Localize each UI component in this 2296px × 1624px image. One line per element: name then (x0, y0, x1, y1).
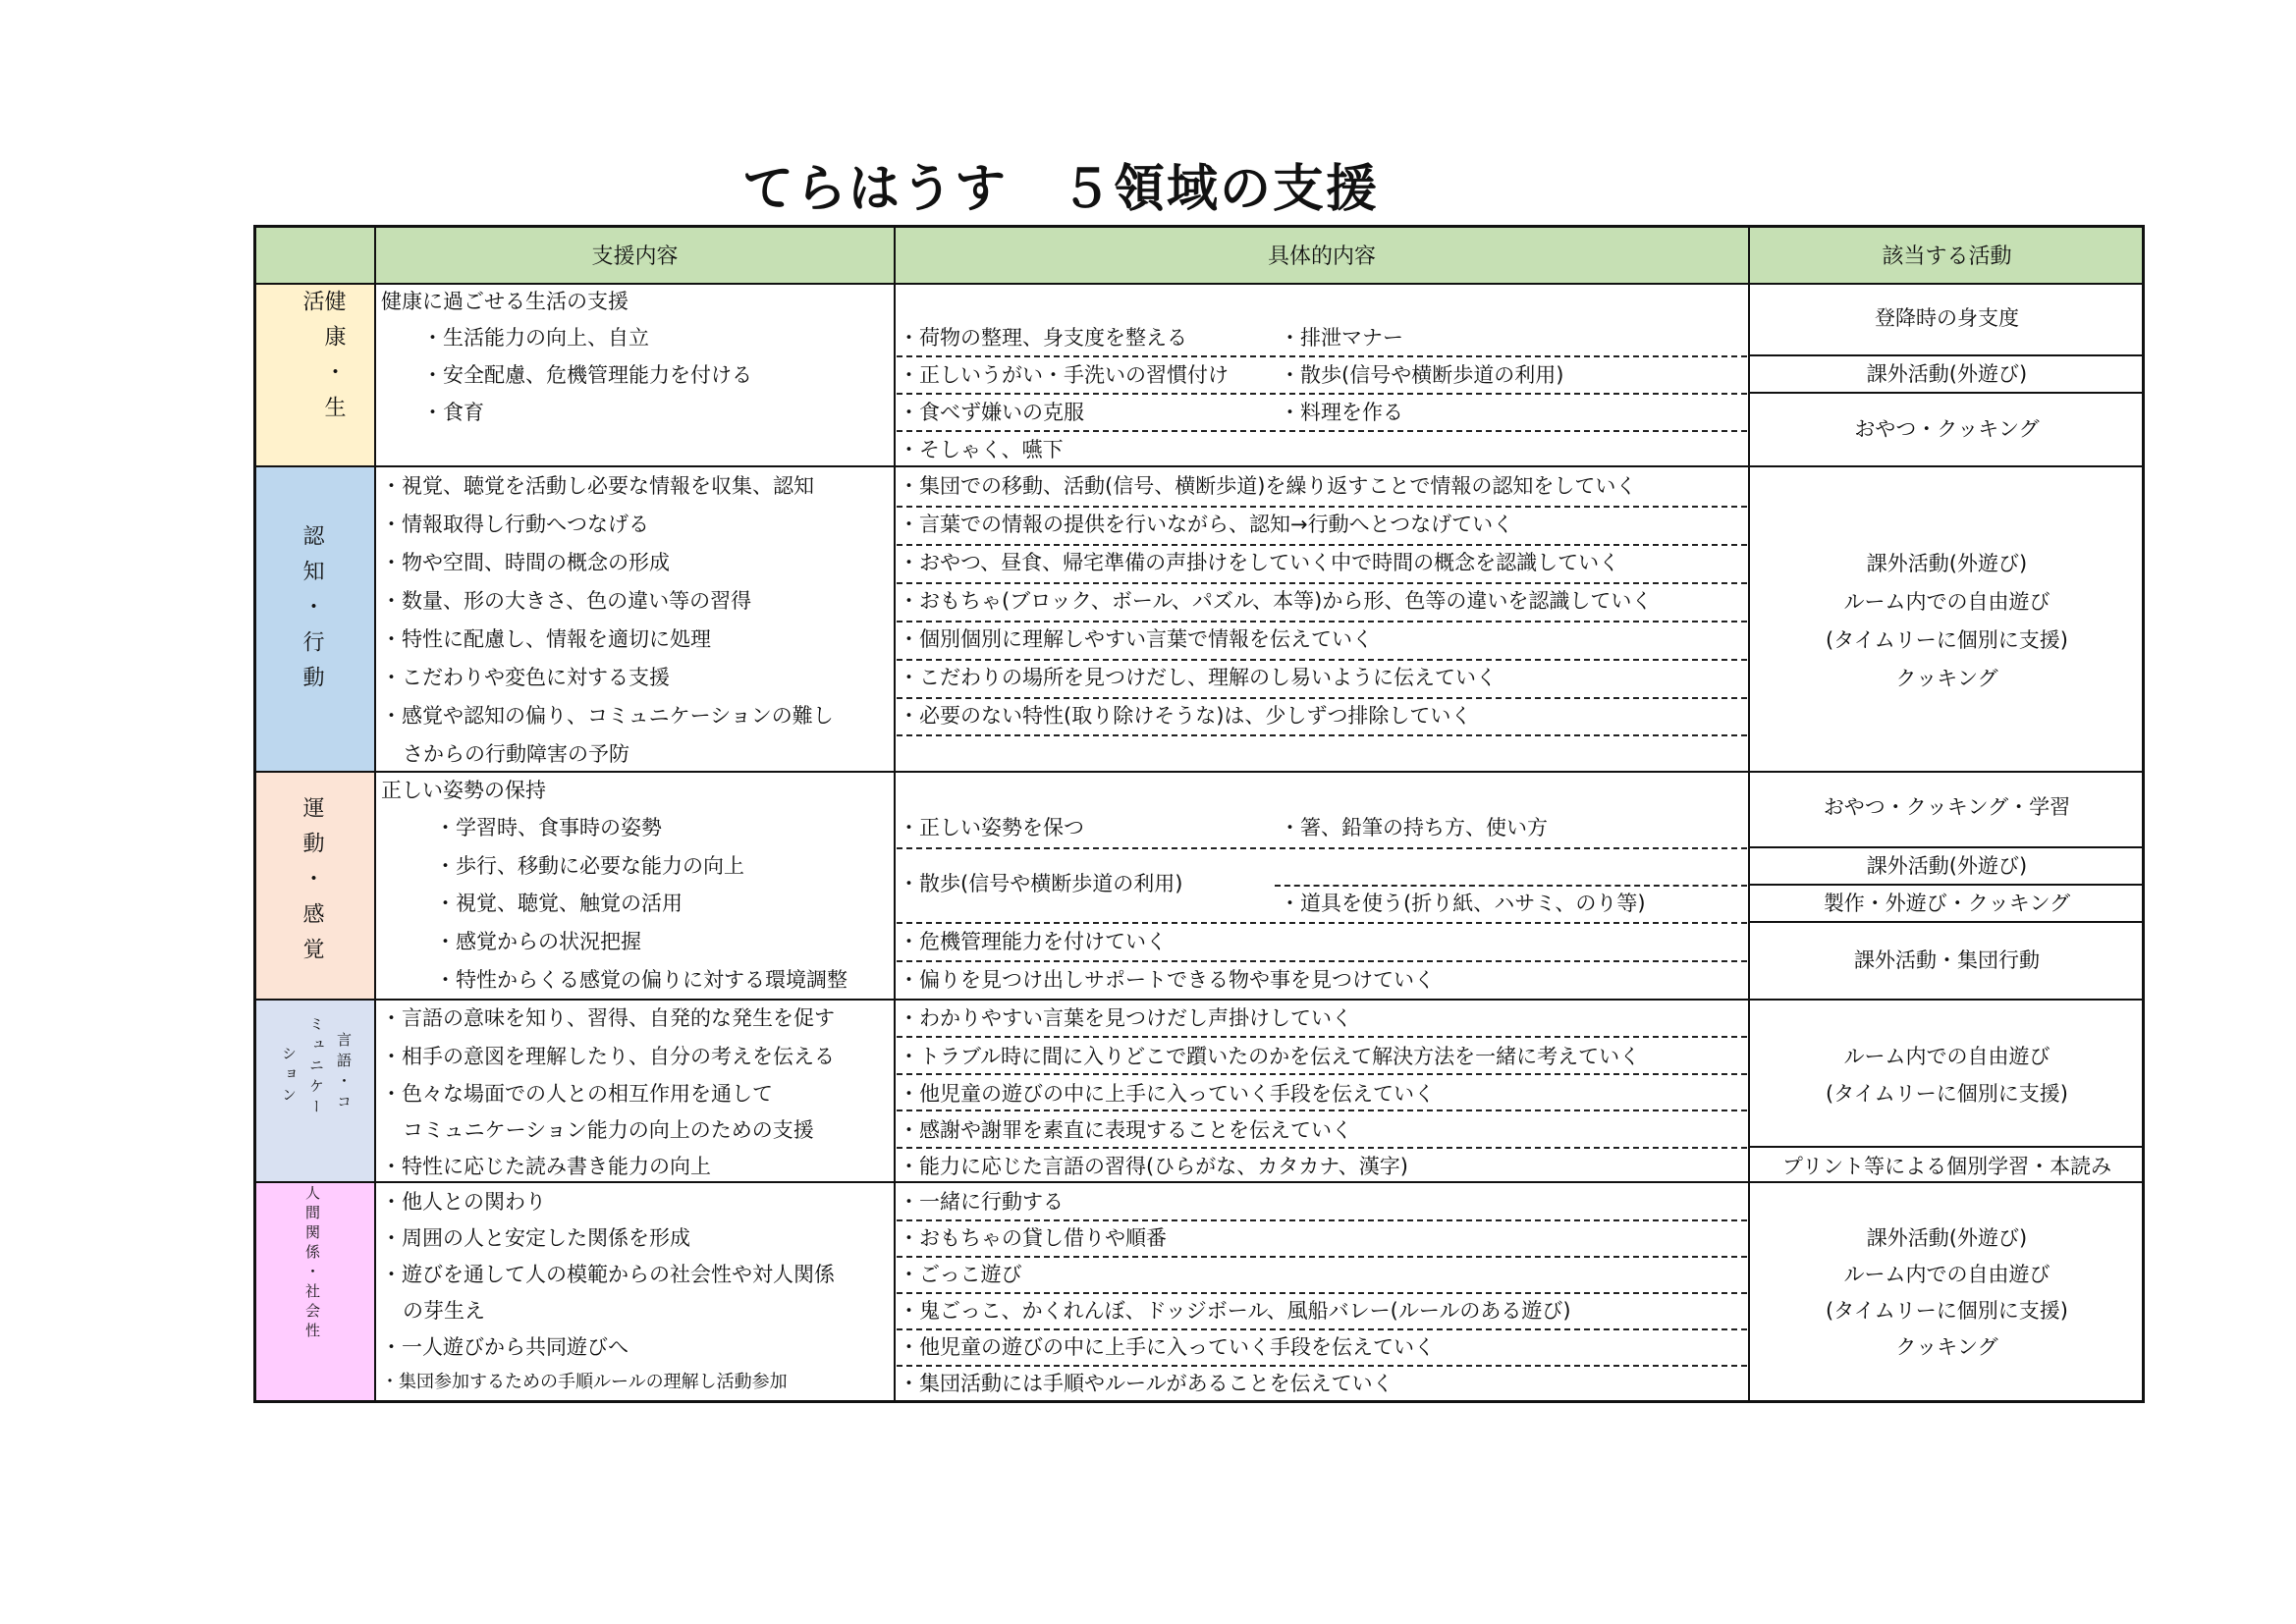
specific-item: ・ごっこ遊び (899, 1263, 1022, 1286)
activity-item: クッキング (1895, 1335, 1998, 1359)
table-border (253, 225, 2145, 228)
support-item: ・相手の意図を理解したり、自分の考えを伝える (381, 1045, 835, 1068)
dashed-divider (897, 847, 1747, 849)
category-language-line3: ション (280, 1046, 298, 1108)
dashed-divider (897, 1292, 1747, 1294)
category-language-line1: 言語・コ (335, 1032, 353, 1114)
support-item: ・一人遊びから共同遊びへ (381, 1335, 629, 1359)
specific-item: ・感謝や謝罪を素直に表現することを伝えていく (899, 1118, 1352, 1142)
dashed-divider (897, 393, 1747, 395)
activity-item: 課外活動(外遊び) (1866, 854, 2028, 878)
specific-item: ・わかりやすい言葉を見つけだし声掛けしていく (899, 1006, 1352, 1030)
specific-item: ・そしゃく、嚥下 (899, 438, 1064, 461)
dashed-divider (897, 1110, 1747, 1111)
specific-item: ・正しいうがい・手洗いの習慣付け (899, 363, 1229, 387)
specific-item: ・こだわりの場所を見つけだし、理解のし易いように伝えていく (899, 666, 1497, 689)
support-item: ・歩行、移動に必要な能力の向上 (435, 854, 744, 878)
specific-item: ・正しい姿勢を保つ (899, 816, 1084, 839)
specific-item: ・集団での移動、活動(信号、横断歩道)を繰り返すことで情報の認知をしていく (899, 474, 1637, 498)
dashed-divider (897, 506, 1747, 508)
activity-divider (1749, 1146, 2145, 1148)
dashed-divider (897, 1365, 1747, 1367)
section-divider (253, 1181, 2145, 1183)
category-motor-sensory: 運動・感覚 (300, 796, 324, 973)
support-item: ・生活能力の向上、自立 (422, 326, 649, 350)
dashed-divider (897, 697, 1747, 699)
dashed-divider (897, 430, 1747, 432)
support-table (253, 225, 2145, 1403)
activity-item: 課外活動(外遊び) (1866, 552, 2028, 575)
activity-item: 製作・外遊び・クッキング (1823, 892, 2071, 915)
activity-item: (タイムリーに個別に支援) (1826, 1299, 2068, 1323)
activity-divider (1749, 392, 2145, 394)
specific-item: ・言葉での情報の提供を行いながら、認知→行動へとつなげていく (899, 513, 1514, 536)
header-activities: 該当する活動 (1749, 225, 2145, 284)
dashed-divider (897, 1256, 1747, 1258)
support-item: ・言語の意味を知り、習得、自発的な発生を促す (381, 1006, 835, 1030)
specific-item: ・トラブル時に間に入りどこで躓いたのかを伝えて解決方法を一緒に考えていく (899, 1045, 1641, 1068)
specific-item: ・鬼ごっこ、かくれんぼ、ドッジボール、風船バレー(ルールのある遊び) (899, 1299, 1571, 1323)
support-item: ・感覚や認知の偏り、コミュニケーションの難し (381, 704, 834, 728)
dashed-divider (897, 1147, 1747, 1149)
dashed-divider (897, 355, 1747, 357)
activity-divider (1749, 921, 2145, 923)
specific-item: ・能力に応じた言語の習得(ひらがな、カタカナ、漢字) (899, 1155, 1408, 1178)
activity-divider (1749, 354, 2145, 356)
table-border (253, 225, 256, 1403)
specific-item: ・道具を使う(折り紙、ハサミ、のり等) (1280, 892, 1646, 915)
dashed-divider (897, 582, 1747, 584)
dashed-divider (897, 1073, 1747, 1075)
dashed-divider (897, 621, 1747, 623)
category-relationships-social: 人間関係・社会性 (303, 1185, 321, 1342)
dashed-divider (897, 922, 1747, 924)
dashed-divider (1275, 885, 1747, 887)
dashed-divider (897, 734, 1747, 736)
specific-item: ・一緒に行動する (899, 1190, 1064, 1214)
support-item: ・食育 (422, 401, 484, 424)
support-item: ・こだわりや変色に対する支援 (381, 666, 670, 689)
dashed-divider (897, 1036, 1747, 1038)
support-item: の芽生え (403, 1299, 485, 1323)
support-item: ・物や空間、時間の概念の形成 (381, 551, 670, 574)
activity-item: プリント等による個別学習・本読み (1781, 1155, 2112, 1178)
activity-item: 課外活動(外遊び) (1866, 1226, 2028, 1250)
column-divider (894, 225, 896, 1403)
section-divider (253, 771, 2145, 773)
category-cognition-behavior: 認知・行動 (300, 524, 324, 701)
activity-divider (1749, 846, 2145, 848)
activity-item: おやつ・クッキング (1854, 417, 2040, 441)
section-divider (253, 465, 2145, 467)
header-category (253, 225, 375, 284)
dashed-divider (897, 1328, 1747, 1330)
support-item: ・特性に応じた読み書き能力の向上 (381, 1155, 711, 1178)
support-item: ・感覚からの状況把握 (435, 930, 641, 953)
dashed-divider (897, 659, 1747, 661)
support-item: ・集団参加するための手順ルールの理解し活動参加 (381, 1372, 788, 1392)
specific-item: ・排泄マナー (1280, 326, 1403, 350)
support-item: 正しい姿勢の保持 (381, 779, 546, 802)
header-specific-content: 具体的内容 (895, 225, 1749, 284)
support-item: さからの行動障害の予防 (403, 742, 629, 766)
category-health-life: 健康・生活 (300, 290, 346, 431)
activity-item: 課外活動(外遊び) (1866, 362, 2028, 386)
specific-item: ・おもちゃ(ブロック、ボール、パズル、本等)から形、色等の違いを認識していく (899, 589, 1653, 613)
activity-item: クッキング (1895, 667, 1998, 690)
specific-item: ・個別個別に理解しやすい言葉で情報を伝えていく (899, 627, 1373, 651)
support-item: 健康に過ごせる生活の支援 (381, 290, 629, 313)
support-item: ・他人との関わり (381, 1190, 546, 1214)
specific-item: ・おやつ、昼食、帰宅準備の声掛けをしていく中で時間の概念を認識していく (899, 551, 1620, 574)
support-item: ・視覚、聴覚を活動し必要な情報を収集、認知 (381, 474, 814, 498)
specific-item: ・他児童の遊びの中に上手に入っていく手段を伝えていく (899, 1335, 1435, 1359)
specific-item: ・危機管理能力を付けていく (899, 930, 1167, 953)
activity-item: ルーム内での自由遊び (1843, 590, 2050, 614)
activity-item: (タイムリーに個別に支援) (1826, 628, 2068, 652)
activity-item: (タイムリーに個別に支援) (1826, 1082, 2068, 1106)
page-title: てらはうす ５領域の支援 (741, 160, 1379, 219)
column-divider (374, 225, 376, 1403)
activity-item: おやつ・クッキング・学習 (1823, 795, 2071, 819)
support-item: ・安全配慮、危機管理能力を付ける (422, 363, 752, 387)
activity-item: 登降時の身支度 (1875, 306, 2019, 330)
section-divider (253, 999, 2145, 1001)
support-item: ・数量、形の大きさ、色の違い等の習得 (381, 589, 752, 613)
dashed-divider (897, 544, 1747, 546)
activity-item: 課外活動・集団行動 (1854, 948, 2040, 972)
support-item: ・色々な場面での人との相互作用を通して (381, 1082, 773, 1106)
specific-item: ・箸、鉛筆の持ち方、使い方 (1280, 816, 1548, 839)
specific-item: ・荷物の整理、身支度を整える (899, 326, 1187, 350)
support-item: ・情報取得し行動へつなげる (381, 513, 649, 536)
activity-divider (1749, 884, 2145, 886)
specific-item: ・散歩(信号や横断歩道の利用) (1280, 363, 1564, 387)
support-item: ・視覚、聴覚、触覚の活用 (435, 892, 683, 915)
specific-item: ・偏りを見つけ出しサポートできる物や事を見つけていく (899, 968, 1435, 992)
specific-item: ・集団活動には手順やルールがあることを伝えていく (899, 1372, 1394, 1395)
support-item: コミュニケーション能力の向上のための支援 (403, 1118, 814, 1142)
support-item: ・遊びを通して人の模範からの社会性や対人関係 (381, 1263, 835, 1286)
specific-item: ・おもちゃの貸し借りや順番 (899, 1226, 1167, 1250)
specific-item: ・必要のない特性(取り除けそうな)は、少しずつ排除していく (899, 704, 1472, 728)
dashed-divider (897, 960, 1747, 962)
specific-item: ・他児童の遊びの中に上手に入っていく手段を伝えていく (899, 1082, 1435, 1106)
dashed-divider (897, 1219, 1747, 1221)
header-support-content: 支援内容 (375, 225, 895, 284)
specific-item: ・食べず嫌いの克服 (899, 401, 1084, 424)
support-item: ・特性に配慮し、情報を適切に処理 (381, 627, 711, 651)
specific-item: ・料理を作る (1280, 401, 1403, 424)
specific-item: ・散歩(信号や横断歩道の利用) (899, 872, 1183, 895)
support-item: ・周囲の人と安定した関係を形成 (381, 1226, 690, 1250)
table-border (253, 1400, 2145, 1403)
activity-item: ルーム内での自由遊び (1843, 1045, 2050, 1068)
category-language-line2: ミュニケー (307, 1016, 325, 1119)
activity-item: ルーム内での自由遊び (1843, 1263, 2050, 1286)
support-item: ・特性からくる感覚の偏りに対する環境調整 (435, 968, 847, 992)
support-item: ・学習時、食事時の姿勢 (435, 816, 662, 839)
row-divider (253, 283, 2145, 285)
